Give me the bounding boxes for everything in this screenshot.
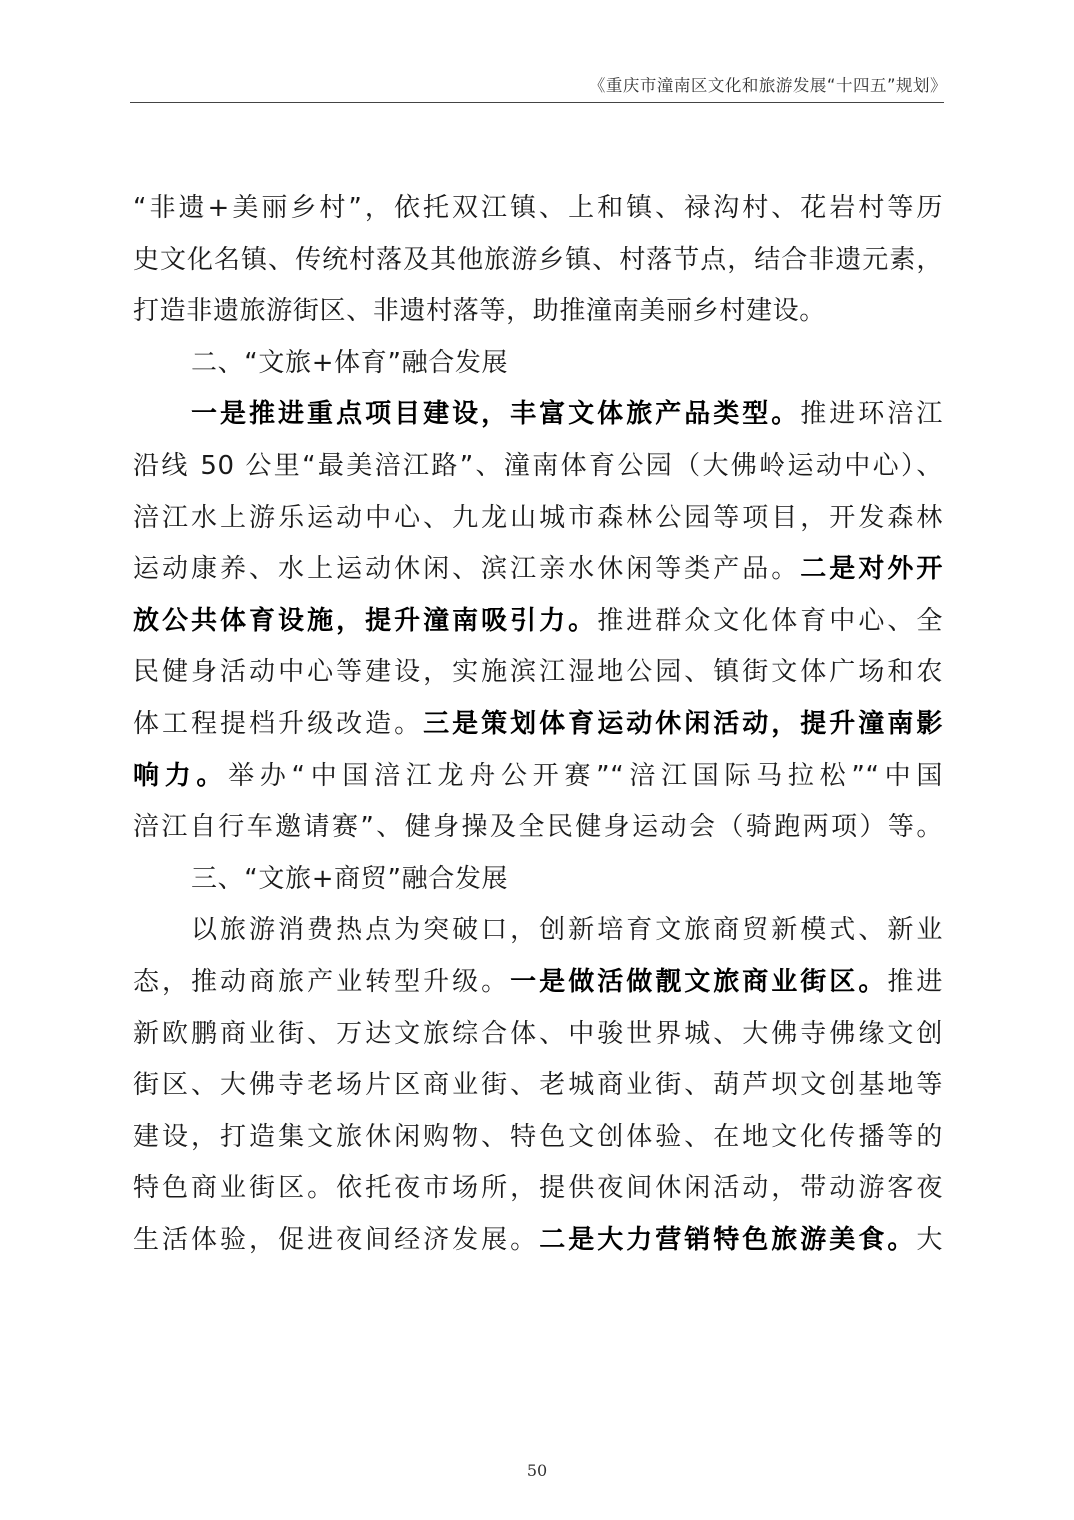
paragraph-line xyxy=(133,905,943,957)
paragraph-line xyxy=(133,802,943,854)
text-run: 特色商业街区。依托夜市场所，提供夜间休闲活动，带动游客夜 xyxy=(133,1173,943,1204)
text-run: 以旅游消费热点为突破口，创新培育文旅商贸新模式、新业 xyxy=(191,915,943,946)
section-heading xyxy=(133,854,943,906)
bold-lead-phrase: 一是做活做靓文旅商业街区。 xyxy=(510,966,888,997)
paragraph-line xyxy=(133,957,943,1009)
bold-lead-phrase: 一是推进重点项目建设，丰富文体旅产品类型。 xyxy=(191,399,801,430)
paragraph-line xyxy=(133,183,943,235)
text-run: 推进环涪江 xyxy=(800,399,943,430)
text-run: 三、“文旅+商贸”融合发展 xyxy=(191,863,509,894)
paragraph-line xyxy=(133,596,943,648)
text-run: 街区、大佛寺老场片区商业街、老城商业街、葫芦坝文创基地等 xyxy=(133,1070,943,1101)
text-run: 二、“文旅+体育”融合发展 xyxy=(191,347,509,378)
bold-lead-phrase: 放公共体育设施，提升潼南吸引力。 xyxy=(133,605,598,636)
text-run: 沿线 50 公里“最美涪江路”、潼南体育公园（大佛岭运动中心）、 xyxy=(133,450,943,481)
paragraph-line xyxy=(133,389,943,441)
header-divider xyxy=(130,102,944,103)
paragraph-line xyxy=(133,493,943,545)
text-run: 生活体验，促进夜间经济发展。 xyxy=(133,1224,540,1255)
paragraph-line xyxy=(133,1009,943,1061)
paragraph-line xyxy=(133,1163,943,1215)
paragraph-line xyxy=(133,647,943,699)
text-run: 态，推动商旅产业转型升级。 xyxy=(133,966,511,997)
page-number: 50 xyxy=(526,1461,548,1480)
text-run: 建设，打造集文旅休闲购物、特色文创体验、在地文化传播等的 xyxy=(133,1121,943,1152)
paragraph-line xyxy=(133,544,943,596)
text-run: 史文化名镇、传统村落及其他旅游乡镇、村落节点，结合非遗元素， xyxy=(133,244,943,275)
section-heading xyxy=(133,338,943,390)
text-run: 推进群众文化体育中心、全 xyxy=(597,605,943,636)
paragraph-line xyxy=(133,1215,943,1267)
text-run: 推进 xyxy=(887,966,944,997)
bold-lead-phrase: 二是大力营销特色旅游美食。 xyxy=(539,1224,917,1255)
text-run: 大 xyxy=(916,1224,944,1255)
text-run: 涪江水上游乐运动中心、九龙山城市森林公园等项目，开发森林 xyxy=(133,502,943,533)
text-run: 民健身活动中心等建设，实施滨江湿地公园、镇街文体广场和农 xyxy=(133,657,943,688)
running-header-title: 《重庆市潼南区文化和旅游发展“十四五”规划》 xyxy=(588,76,947,95)
paragraph-line xyxy=(133,235,943,287)
bold-lead-phrase: 响力。 xyxy=(133,760,229,791)
paragraph-line xyxy=(133,1112,943,1164)
document-body xyxy=(133,183,943,1266)
bold-lead-phrase: 二是对外开 xyxy=(800,554,943,585)
text-run: 新欧鹏商业街、万达文旅综合体、中骏世界城、大佛寺佛缘文创 xyxy=(133,1018,943,1049)
bold-lead-phrase: 三是策划体育运动休闲活动，提升潼南影 xyxy=(423,708,943,739)
paragraph-line xyxy=(133,1060,943,1112)
text-run: “非遗+美丽乡村”，依托双江镇、上和镇、禄沟村、花岩村等历 xyxy=(133,193,943,223)
text-run: 举办“中国涪江龙舟公开赛”“涪江国际马拉松”“中国 xyxy=(228,760,943,791)
paragraph-line xyxy=(133,286,943,338)
text-run: 体工程提档升级改造。 xyxy=(133,708,424,739)
text-run: 打造非遗旅游街区、非遗村落等，助推潼南美丽乡村建设。 xyxy=(133,296,826,327)
paragraph-line xyxy=(133,751,943,803)
paragraph-line xyxy=(133,699,943,751)
text-run: 涪江自行车邀请赛”、健身操及全民健身运动会（骑跑两项）等。 xyxy=(133,812,943,843)
text-run: 运动康养、水上运动休闲、滨江亲水休闲等类产品。 xyxy=(133,554,801,585)
paragraph-line xyxy=(133,441,943,493)
